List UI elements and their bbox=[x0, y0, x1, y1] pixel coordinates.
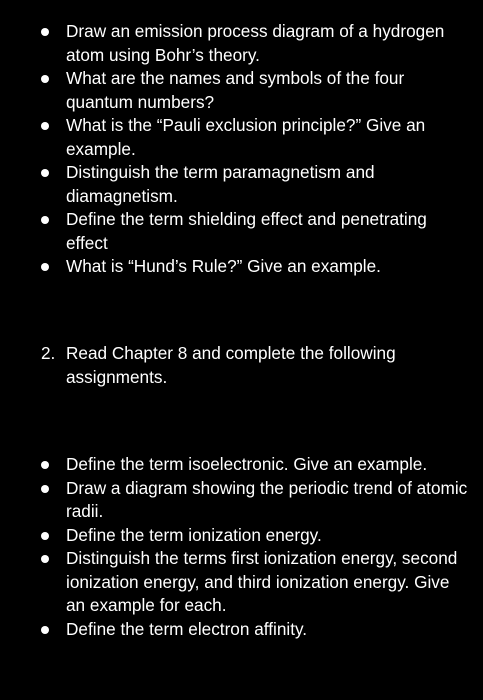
bullet-icon bbox=[41, 532, 49, 540]
list-item bbox=[0, 618, 483, 642]
list-item-text: Define the term ionization energy. bbox=[66, 524, 322, 545]
item-number: 2. bbox=[41, 343, 56, 363]
list-item bbox=[0, 524, 483, 548]
bullet-list-section-2 bbox=[0, 453, 483, 641]
bullet-icon bbox=[41, 263, 49, 271]
list-item-text: Define the term isoelectronic. Give an example. bbox=[66, 454, 428, 474]
bullet-icon bbox=[41, 122, 49, 130]
section-heading: Read Chapter 8 and complete the following assignments. bbox=[66, 343, 396, 387]
list-item bbox=[0, 547, 483, 618]
list-item-text: Define the term shielding effect and penetrating effect bbox=[66, 209, 427, 253]
list-item-text: What is “Hund’s Rule?” Give an example. bbox=[66, 256, 381, 276]
bullet-icon bbox=[41, 461, 49, 469]
list-item bbox=[0, 255, 483, 279]
bullet-icon bbox=[41, 216, 49, 224]
bullet-icon bbox=[41, 555, 49, 563]
list-item bbox=[0, 20, 483, 67]
list-item-text: Draw an emission process diagram of a hydrogen atom using Bohr’s theory. bbox=[66, 21, 445, 65]
list-item bbox=[0, 161, 483, 208]
bullet-icon bbox=[41, 169, 49, 177]
list-item bbox=[0, 114, 483, 161]
list-item-text: What is the “Pauli exclusion principle?” Give an example. bbox=[66, 115, 426, 159]
list-item-text: What are the names and symbols of the four quantum numbers? bbox=[66, 68, 405, 112]
list-item-text: Distinguish the term paramagnetism and diamagnetism. bbox=[66, 162, 375, 206]
bullet-list-section-1 bbox=[0, 20, 483, 279]
list-item bbox=[0, 477, 483, 524]
list-item-text: Distinguish the terms first ionization energy, second ionization energy, and third ionization energy. Give an example for each. bbox=[66, 548, 458, 615]
numbered-item-2 bbox=[0, 342, 483, 389]
list-item bbox=[0, 453, 483, 477]
list-item bbox=[0, 67, 483, 114]
list-item bbox=[0, 208, 483, 255]
list-item-text: Define the term electron affinity. bbox=[66, 618, 308, 639]
bullet-icon bbox=[41, 626, 49, 634]
bullet-icon bbox=[41, 75, 49, 83]
bullet-icon bbox=[41, 485, 49, 493]
list-item-text: Draw a diagram showing the periodic trend of atomic radii. bbox=[66, 477, 468, 521]
bullet-icon bbox=[41, 28, 49, 36]
